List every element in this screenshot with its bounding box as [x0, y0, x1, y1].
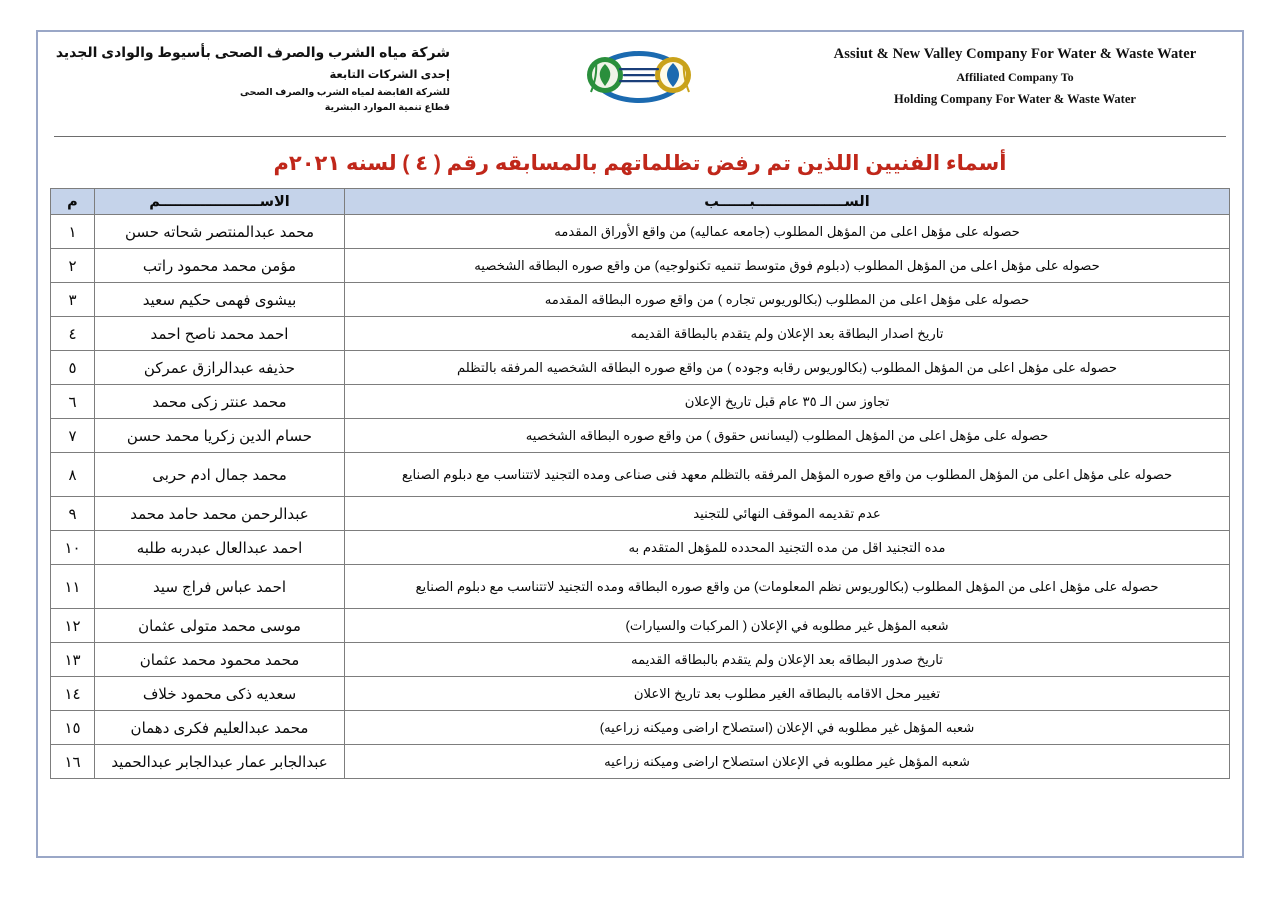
- cell-reason: تاريخ اصدار البطاقة بعد الإعلان ولم يتقدم بالبطاقة القديمه: [345, 317, 1230, 351]
- cell-name: حذيفه عبدالرازق عمركن: [95, 351, 345, 385]
- table-row: [51, 249, 1230, 283]
- cell-name: بيشوى فهمى حكيم سعيد: [95, 283, 345, 317]
- cell-reason: حصوله على مؤهل اعلى من المؤهل المطلوب (بكالوريوس رقابه وجوده ) من واقع صوره البطاقه الشخصيه المرفقه بالتظلم: [345, 351, 1230, 385]
- cell-reason: عدم تقديمه الموقف النهائي للتجنيد: [345, 497, 1230, 531]
- affiliation-label-ar: إحدى الشركات التابعة: [329, 69, 450, 81]
- cell-index: ٥: [51, 351, 95, 385]
- cell-name: محمد جمال ادم حربى: [95, 453, 345, 497]
- cell-index: ١: [51, 215, 95, 249]
- cell-name: احمد عبدالعال عبدربه طلبه: [95, 531, 345, 565]
- cell-reason: تاريخ صدور البطاقه بعد الإعلان ولم يتقدم بالبطاقه القديمه: [345, 643, 1230, 677]
- department-ar: قطاع تنمية الموارد البشرية: [324, 102, 450, 113]
- holding-company-en: Holding Company For Water & Waste Water: [894, 92, 1136, 106]
- company-water-logo: [565, 44, 715, 110]
- table-row: [51, 317, 1230, 351]
- cell-reason: حصوله على مؤهل اعلى من المؤهل المطلوب (جامعه عماليه) من واقع الأوراق المقدمه: [345, 215, 1230, 249]
- table-row: [51, 215, 1230, 249]
- table-row: [51, 351, 1230, 385]
- cell-index: ١٢: [51, 609, 95, 643]
- cell-index: ٦: [51, 385, 95, 419]
- cell-index: ١٠: [51, 531, 95, 565]
- cell-name: احمد عباس فراج سيد: [95, 565, 345, 609]
- table-head: [51, 189, 1230, 215]
- cell-name: مؤمن محمد محمود راتب: [95, 249, 345, 283]
- column-header-name: الاســــــــــــــــــــم: [95, 189, 345, 215]
- cell-index: ١١: [51, 565, 95, 609]
- cell-reason: شعبه المؤهل غير مطلوبه في الإعلان استصلاح اراضى وميكنه زراعيه: [345, 745, 1230, 779]
- cell-reason: شعبه المؤهل غير مطلوبه في الإعلان ( المركبات والسيارات): [345, 609, 1230, 643]
- cell-index: ١٣: [51, 643, 95, 677]
- affiliation-label-en: Affiliated Company To: [956, 70, 1074, 84]
- table-row: [51, 609, 1230, 643]
- cell-index: ٧: [51, 419, 95, 453]
- table-header-row: [51, 189, 1230, 215]
- cell-reason: تجاوز سن الـ ٣٥ عام قبل تاريخ الإعلان: [345, 385, 1230, 419]
- table-row: [51, 711, 1230, 745]
- company-name-ar: شركة مياه الشرب والصرف الصحى بأسيوط والوادى الجديد: [55, 44, 450, 60]
- cell-name: محمد عنتر زكى محمد: [95, 385, 345, 419]
- cell-reason: حصوله على مؤهل اعلى من المؤهل المطلوب (بكالوريوس نظم المعلومات) من واقع صوره البطاقه ومده التجنيد لاتتناسب مع دبلوم الصنايع: [345, 565, 1230, 609]
- table-row: [51, 643, 1230, 677]
- table-row: [51, 677, 1230, 711]
- table-row: [51, 419, 1230, 453]
- cell-name: محمد عبدالمنتصر شحاته حسن: [95, 215, 345, 249]
- page-title: أسماء الفنيين اللذين تم رفض تظلماتهم بالمسابقه رقم ( ٤ ) لسنه ٢٠٢١م: [273, 152, 1007, 175]
- table-row: [51, 453, 1230, 497]
- cell-index: ١٤: [51, 677, 95, 711]
- rejected-appeals-table: [50, 188, 1230, 779]
- document-header: [50, 42, 1230, 134]
- table-row: [51, 745, 1230, 779]
- table-row: [51, 283, 1230, 317]
- table-row: [51, 565, 1230, 609]
- holding-company-ar: للشركة القابضة لمياه الشرب والصرف الصحى: [239, 87, 450, 98]
- cell-index: ٩: [51, 497, 95, 531]
- cell-index: ٤: [51, 317, 95, 351]
- cell-reason: حصوله على مؤهل اعلى من المؤهل المطلوب (ليسانس حقوق ) من واقع صوره البطاقه الشخصيه: [345, 419, 1230, 453]
- cell-reason: مده التجنيد اقل من مده التجنيد المحدده للمؤهل المتقدم به: [345, 531, 1230, 565]
- cell-name: عبدالرحمن محمد حامد محمد: [95, 497, 345, 531]
- document-sheet: [36, 30, 1244, 858]
- column-header-reason: الســــــــــــــــــبــــــب: [345, 189, 1230, 215]
- cell-index: ٢: [51, 249, 95, 283]
- cell-reason: شعبه المؤهل غير مطلوبه في الإعلان (استصلاح اراضى وميكنه زراعيه): [345, 711, 1230, 745]
- cell-name: محمد محمود محمد عثمان: [95, 643, 345, 677]
- cell-name: عبدالجابر عمار عبدالجابر عبدالحميد: [95, 745, 345, 779]
- cell-name: محمد عبدالعليم فكرى دهمان: [95, 711, 345, 745]
- cell-name: سعديه ذكى محمود خلاف: [95, 677, 345, 711]
- cell-index: ١٦: [51, 745, 95, 779]
- cell-index: ٨: [51, 453, 95, 497]
- table-row: [51, 531, 1230, 565]
- cell-index: ١٥: [51, 711, 95, 745]
- table-row: [51, 385, 1230, 419]
- cell-reason: حصوله على مؤهل اعلى من المؤهل المطلوب (دبلوم فوق متوسط تنميه تكنولوجيه) من واقع صوره البطاقه الشخصيه: [345, 249, 1230, 283]
- cell-reason: حصوله على مؤهل اعلى من المؤهل المطلوب من واقع صوره المؤهل المرفقه بالتظلم معهد فنى صناعى ومده التجنيد لاتتناسب مع دبلوم الصنايع: [345, 453, 1230, 497]
- cell-reason: تغيير محل الاقامه بالبطاقه الغير مطلوب بعد تاريخ الاعلان: [345, 677, 1230, 711]
- cell-index: ٣: [51, 283, 95, 317]
- cell-name: حسام الدين زكريا محمد حسن: [95, 419, 345, 453]
- cell-reason: حصوله على مؤهل اعلى من المطلوب (بكالوريوس تجاره ) من واقع صوره البطاقه المقدمه: [345, 283, 1230, 317]
- header-english-block: [800, 42, 1230, 107]
- cell-name: احمد محمد ناصح احمد: [95, 317, 345, 351]
- header-arabic-block: [50, 42, 450, 113]
- table-row: [51, 497, 1230, 531]
- column-header-index: م: [51, 189, 95, 215]
- table-body: [51, 215, 1230, 779]
- company-name-en: Assiut & New Valley Company For Water & Waste Water: [833, 46, 1197, 62]
- cell-name: موسى محمد متولى عثمان: [95, 609, 345, 643]
